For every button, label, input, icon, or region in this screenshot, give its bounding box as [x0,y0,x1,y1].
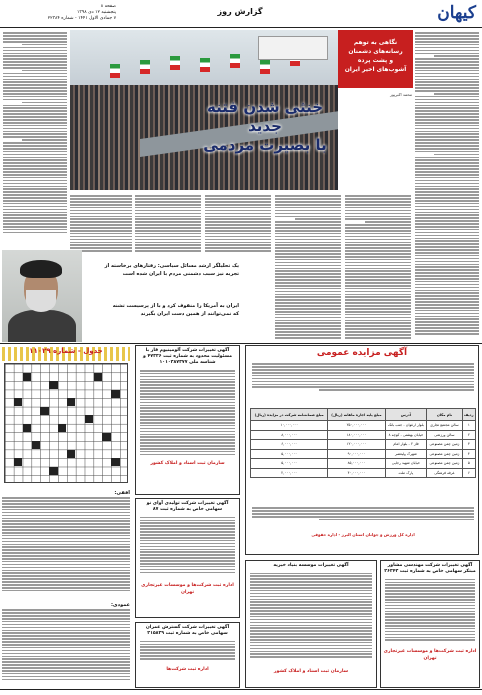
cell: ۱۸۰,۰۰۰,۰۰۰ [328,430,385,440]
issue-date: پنجشنبه ۱۲ دی ۱۳۹۸ [77,10,116,15]
cell: ۲۵۰,۰۰۰,۰۰۰ [328,421,385,431]
cell: ۵,۰۰۰,۰۰۰ [251,449,328,459]
col-header: مبلغ ضمانتنامه شرکت در مزایده (ریال) [251,409,328,421]
kicker-line: و پشت پرده [357,57,394,64]
cell: پارک ملت [385,468,427,478]
col-header: ردیف [462,409,475,421]
vertical-label: عمودی: [110,602,130,608]
section-divider [0,343,482,344]
cell: شهرک ولیعصر [385,449,427,459]
article-column-mid-2 [275,194,341,342]
ad-footer: سازمان ثبت اسناد و املاک کشور [150,460,225,466]
pull-quote-secondary [84,302,239,318]
ad-body [136,639,239,665]
cell: خیابان بهشتی - کوچه ۸ [385,430,427,440]
article-column-mid-4 [135,194,201,258]
auction-table [250,408,476,478]
masthead [0,0,482,28]
protest-banner [258,36,328,60]
cell: سالن مجتمع تجاری [427,421,462,431]
table-row [251,440,476,450]
article-column-mid-5 [70,194,132,258]
crossword-puzzle [2,347,130,487]
auction-terms [252,506,474,530]
pull-quote-line: یک تحلیلگر ارشد مسائل سیاسی: رفتارهای برخاسته از [104,263,239,269]
table-row [251,468,476,478]
ad-body [246,571,376,667]
horizontal-label: افقی: [114,490,130,496]
pull-quote-line: ایران به آمریکا را منقوف کرد و با از پرسیست تشنه [112,303,239,309]
lead-kicker-box [338,30,413,88]
ad-box-gostaresh [135,622,240,688]
speaker-portrait [2,250,82,342]
pull-quote-line: تجربه نیز سبب دشمنی مردم با ایران شده است [122,271,239,277]
headline-line-1: خنثی شدن فتنه جدید [206,98,324,135]
cell: ۱۲۰,۰۰۰,۰۰۰ [328,440,385,450]
ad-title: آگهی تغییرات شرکت آلومینیوم فاز با مسئولیت محدود به شماره ثبت ۴۷۳۳۶ و شناسه ملی ۱۰۱۰۳۸۷۳۷۷ [143,348,232,366]
public-auction-ad [245,345,479,555]
ad-footer: اداره ثبت شرکت‌ها و موسسات غیرتجاری تهران [141,583,234,595]
section-title: گزارش روز [217,7,263,16]
cell: فاز ۲ - بلوار امام [385,440,427,450]
page-number: صفحه ۸ [100,4,116,9]
ad-title: آگهی تغییرات موسسه بنیاد خیریه [273,563,349,568]
ad-footer: اداره ثبت شرکت‌ها و موسسات غیرتجاری تهران [383,649,477,661]
horizontal-clues [2,496,130,596]
cell: ۱ [462,421,475,431]
page-bottom-rule [0,689,482,690]
crossword-header: جدول - شماره ۱۱۰۲۹ [2,347,130,361]
byline: محمد اکبرپور [390,92,412,97]
crossword-number: شماره ۱۱۰۲۹ [29,347,76,355]
cell: ۴ [462,449,475,459]
article-column-mid-1 [345,194,411,342]
clues-horizontal [2,490,130,600]
auction-intro [252,362,474,406]
ad-body [381,577,479,647]
cell: بلوار ارغوان - جنب بانک [385,421,427,431]
kicker-line: رسانه‌های دشمنان [348,48,403,55]
col-header: مبلغ پایه اجاره ماهانه (ریال) [328,409,385,421]
cell: ۱۰,۰۰۰,۰۰۰ [251,421,328,431]
ad-title: آگهی تغییرات شرکت گسترش عمران سهامی خاص به شماره ثبت ۲۱۵۸۲۹ [145,625,230,637]
cell: ۸۵,۰۰۰,۰۰۰ [328,459,385,469]
kicker-line: نگاهی به توهم [353,39,398,46]
vertical-clues [2,608,130,686]
cell: زمین چمن مصنوعی [427,449,462,459]
cell: ۶,۰۰۰,۰۰۰ [251,440,328,450]
crossword-grid[interactable] [4,363,128,483]
ad-box-avaye-no [135,498,240,618]
pull-quote [84,262,239,278]
ad-box-aluminium [135,345,240,495]
auction-title: آگهی مزایده عمومی [316,348,408,358]
cell: ۳ [462,440,475,450]
ad-box-charity [245,560,377,688]
lead-headline [190,98,340,155]
table-row [251,459,476,469]
cell: غرفه فرهنگی [427,468,462,478]
ad-body [136,369,239,459]
auction-issuer: اداره کل ورزش و جوانان استان البرز - اداره حقوقی [311,532,415,537]
newspaper-logo: کیهان [437,3,476,23]
ad-title: آگهی تغییرات شرکت مهندسی مشاور مبتکر سهامی خاص به شماره ثبت ۲۶۳۴۳ [384,563,476,575]
cell: ۸,۰۰۰,۰۰۰ [251,430,328,440]
clues-vertical [2,602,130,688]
cell: ۲ [462,430,475,440]
col-header: نام مکان [427,409,462,421]
table-row [251,449,476,459]
ad-footer: اداره ثبت شرکت‌ها [166,667,209,673]
cell: ۴۰,۰۰۰,۰۰۰ [328,468,385,478]
cell: سالن ورزشی [427,430,462,440]
headline-line-2: با بصیرت مردمی [203,136,327,154]
cell: زمین چمن مصنوعی [427,459,462,469]
ad-footer: سازمان ثبت اسناد و املاک کشور [273,669,349,675]
crossword-title: جدول [83,347,103,355]
cell: ۵ [462,459,475,469]
cell: ۹۰,۰۰۰,۰۰۰ [328,449,385,459]
table-row [251,421,476,431]
cell: ۲,۰۰۰,۰۰۰ [251,468,328,478]
table-row [251,430,476,440]
cell: خیابان شهید رجایی [385,459,427,469]
article-column-mid-3 [205,194,271,258]
kicker-line: آشوب‌های اخیر ایران [344,66,407,73]
cell: ۵,۰۰۰,۰۰۰ [251,459,328,469]
issue-info [6,4,116,22]
cell: زمین چمن مصنوعی [427,440,462,450]
article-column-right [415,31,479,341]
col-header: آدرس [385,409,427,421]
ad-title: آگهی تغییرات شرکت تولیدی آوای نو سهامی خاص به شماره ثبت ۸۷ [146,501,229,513]
ad-body [136,515,239,581]
issue-number: ۷ جمادی الاول ۱۴۴۱ - شماره ۲۲۳۸۴ [47,16,116,21]
article-column-left [3,31,67,246]
cell: ۶ [462,468,475,478]
ad-box-mobtaker [380,560,480,688]
pull-quote-line: که نمی‌توانند از همین دست ایران بگیرند [140,311,239,317]
